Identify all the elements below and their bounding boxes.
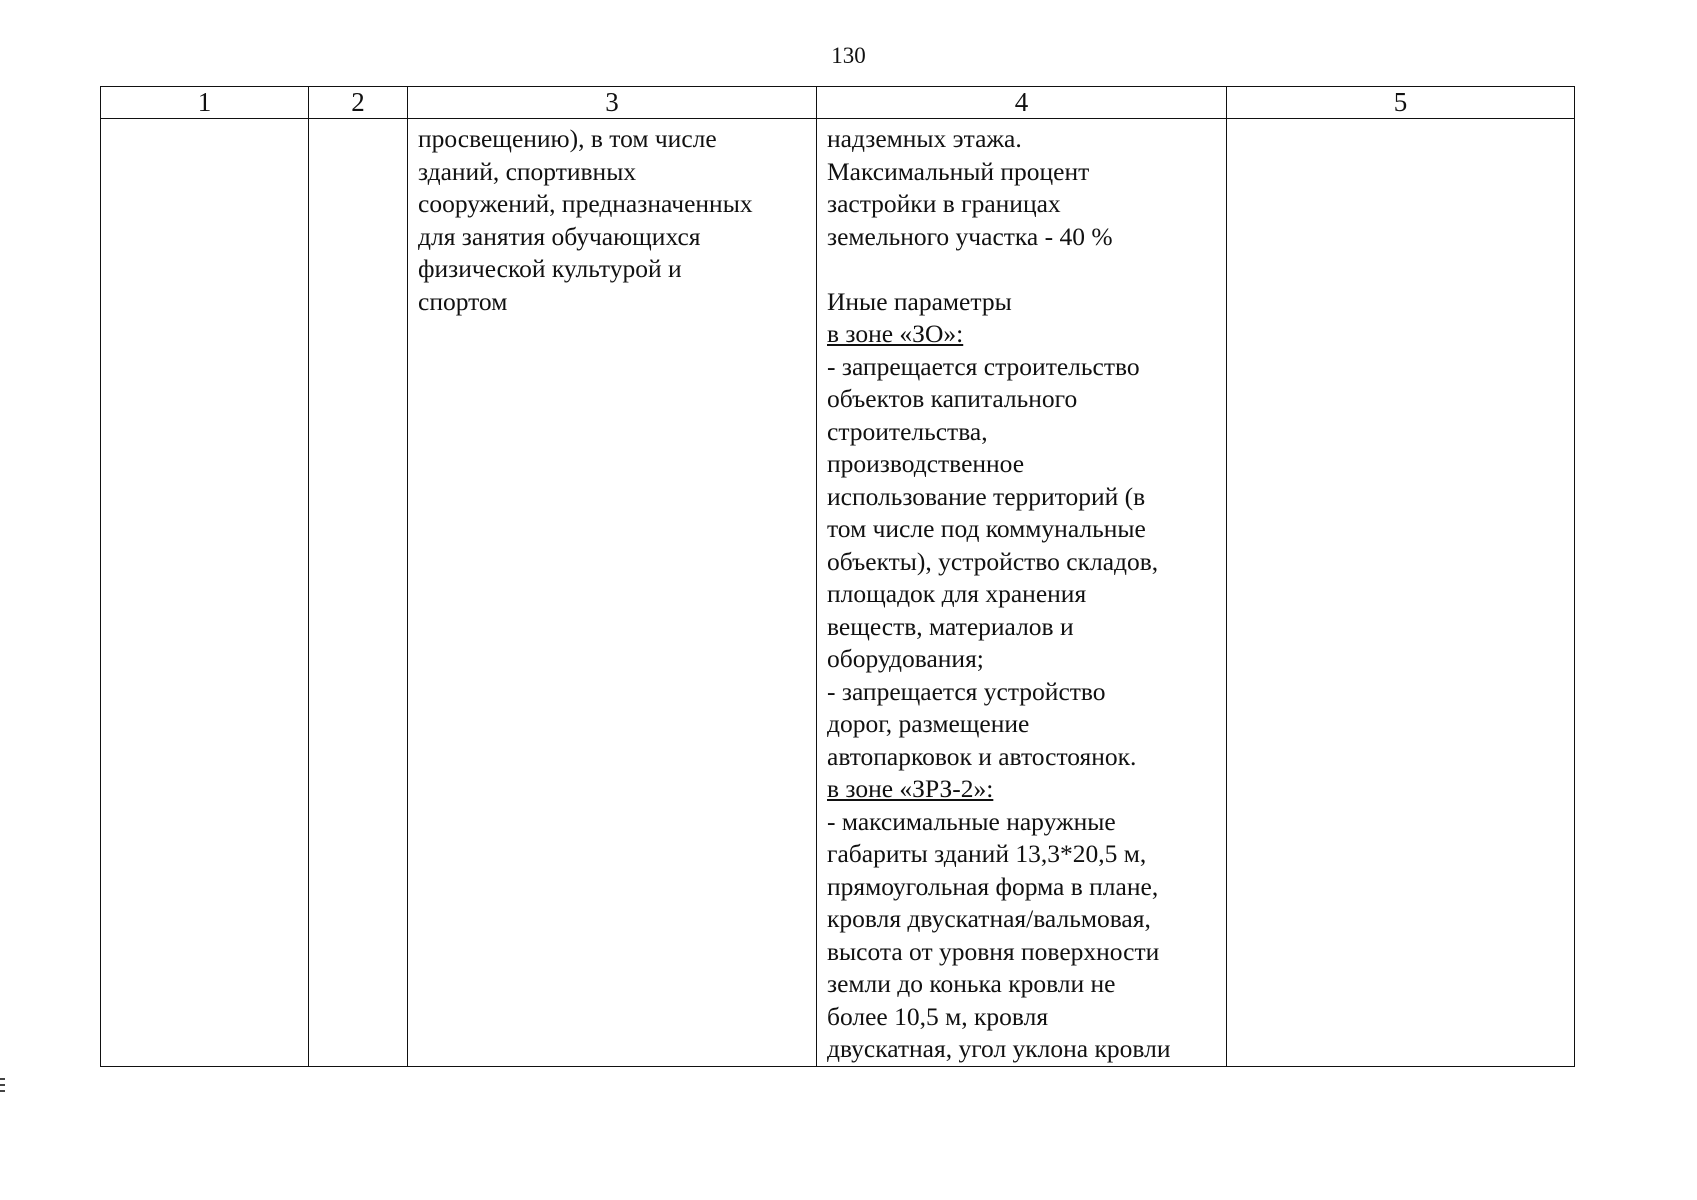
column-header-1: 1 xyxy=(101,87,309,119)
zone-zo-line: использование территорий (в xyxy=(827,481,1146,511)
cell-col-5 xyxy=(1227,119,1575,1067)
table-row xyxy=(101,119,1575,1067)
header-row xyxy=(101,87,1575,119)
zone-zrz2-line: более 10,5 м, кровля xyxy=(827,1001,1049,1031)
zone-zrz2-heading: в зоне «ЗРЗ-2»: xyxy=(827,774,994,803)
page-number: 130 xyxy=(831,43,866,68)
zone-zo-line: объекты), устройство складов, xyxy=(827,546,1159,576)
zone-zrz2-line: земли до конька кровли не xyxy=(827,969,1116,998)
cell-col-3 xyxy=(408,119,817,1067)
column-header-4: 4 xyxy=(817,87,1227,119)
zone-zrz2-line: кровля двускатная/вальмовая, xyxy=(827,904,1151,933)
column-header-3: 3 xyxy=(408,87,817,119)
zone-zo-line: оборудования; xyxy=(827,644,984,673)
zone-zo-line: - запрещается строительство xyxy=(827,351,1140,381)
col4-intro-line: земельного участка - 40 % xyxy=(827,221,1113,251)
col3-line: для занятия обучающихся xyxy=(418,221,701,251)
cell-col-2 xyxy=(309,119,408,1067)
zone-zo-line: дорог, размещение xyxy=(827,709,1030,738)
zone-zo-line: - запрещается устройство xyxy=(827,676,1106,706)
zone-zo-line: площадок для хранения xyxy=(827,579,1087,608)
zone-zo-line: веществ, материалов и xyxy=(827,611,1074,641)
zone-zrz2-line: двускатная, угол уклона кровли xyxy=(827,1034,1171,1063)
scan-edge-mark xyxy=(0,1090,5,1092)
zone-zo-line: автопарковок и автостоянок. xyxy=(827,741,1137,771)
zone-zrz2-line: высота от уровня поверхности xyxy=(827,936,1160,966)
col3-line: физической культурой и xyxy=(418,254,682,283)
col4-intro-line: надземных этажа. xyxy=(827,124,1022,153)
col3-line: просвещению), в том числе xyxy=(418,124,717,153)
scan-edge-mark xyxy=(0,1084,5,1086)
zone-zo-heading: в зоне «ЗО»: xyxy=(827,319,964,348)
cell-col-4 xyxy=(817,119,1227,1067)
zone-zrz2-line: габариты зданий 13,3*20,5 м, xyxy=(827,839,1147,868)
col3-line: зданий, спортивных xyxy=(418,156,637,186)
zone-zrz2-line: прямоугольная форма в плане, xyxy=(827,871,1159,901)
zone-zo-line: строительства, xyxy=(827,416,988,446)
col4-intro-line: Максимальный процент xyxy=(827,156,1090,186)
zone-zo-line: производственное xyxy=(827,449,1025,478)
document-table xyxy=(100,86,1575,1067)
column-header-5: 5 xyxy=(1227,87,1575,119)
other-params-title: Иные параметры xyxy=(827,286,1012,316)
blank-line xyxy=(827,253,1218,286)
col3-line: спортом xyxy=(418,286,508,316)
zone-zo-line: том числе под коммунальные xyxy=(827,514,1146,543)
zone-zo-line: объектов капитального xyxy=(827,384,1078,413)
zone-zrz2-line: - максимальные наружные xyxy=(827,806,1116,836)
column-header-2: 2 xyxy=(309,87,408,119)
col4-intro-line: застройки в границах xyxy=(827,189,1061,218)
col3-line: сооружений, предназначенных xyxy=(418,189,753,218)
cell-col-1 xyxy=(101,119,309,1067)
scan-edge-mark xyxy=(0,1078,5,1080)
